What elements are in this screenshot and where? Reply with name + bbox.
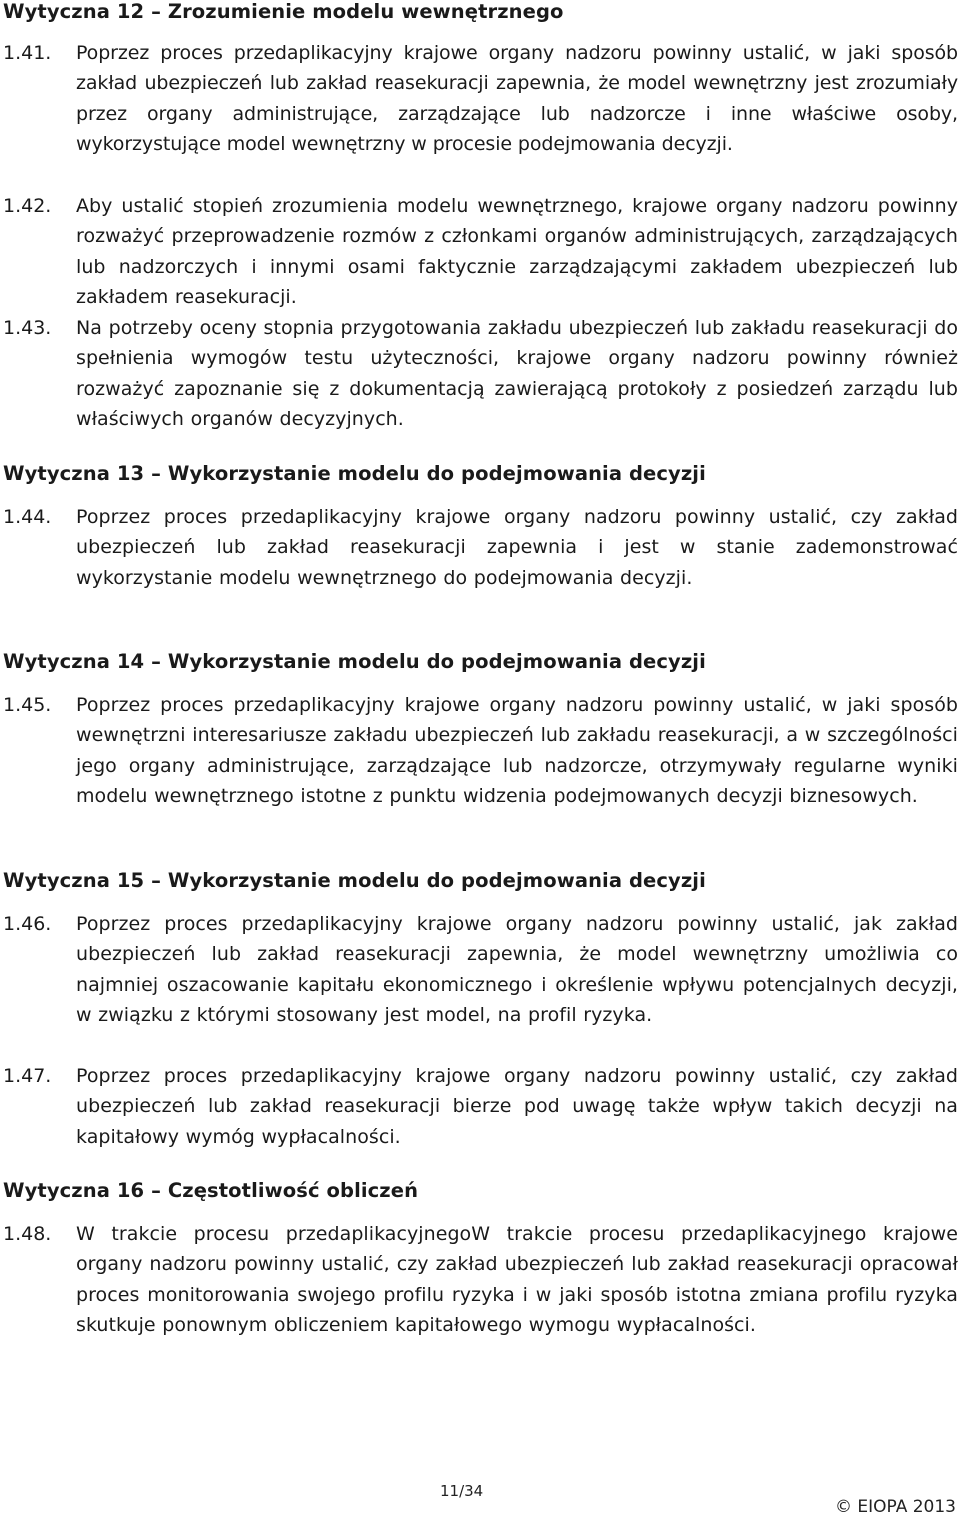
paragraph-number: 1.45.: [3, 694, 52, 716]
paragraph-text: Poprzez proces przedaplikacyjny krajowe organy nadzoru powinny ustalić, jak zakład ubezpieczeń lub zakład reasekuracji zapewnia, że model wewnętrzny umożliwia co najmniej oszacowanie kapitału ekonomicznego i określenie wpływu potencjalnych decyzji, w związku z którymi stosowany jest model, na profil ryzyka.: [76, 913, 958, 1027]
section-heading-12: Wytyczna 12 – Zrozumienie modelu wewnętrznego: [3, 0, 564, 23]
paragraph-number: 1.48.: [3, 1223, 52, 1245]
paragraph-number: 1.43.: [3, 317, 52, 339]
paragraph-text: Poprzez proces przedaplikacyjny krajowe organy nadzoru powinny ustalić, czy zakład ubezpieczeń lub zakład reasekuracji zapewnia i jest w stanie zademonstrować wykorzystanie modelu wewnętrznego do podejmowania decyzji.: [76, 506, 958, 589]
paragraph-1-43: [3, 313, 958, 435]
paragraph-1-42: [3, 191, 958, 313]
paragraph-1-45: [3, 690, 958, 812]
paragraph-1-46: [3, 909, 958, 1031]
paragraph-1-47: [3, 1061, 958, 1152]
paragraph-text: Poprzez proces przedaplikacyjny krajowe organy nadzoru powinny ustalić, w jaki sposób wewnętrzni interesariusze zakładu ubezpieczeń lub zakładu reasekuracji, a w szczególności jego organy administrujące, zarządzające lub nadzorcze, otrzymywały regularne wyniki modelu wewnętrznego istotne z punktu widzenia podejmowanych decyzji biznesowych.: [76, 694, 958, 808]
paragraph-number: 1.42.: [3, 195, 52, 217]
page-number: 11/34: [440, 1482, 484, 1500]
paragraph-text: Poprzez proces przedaplikacyjny krajowe organy nadzoru powinny ustalić, czy zakład ubezpieczeń lub zakład reasekuracji bierze pod uwagę także wpływ takich decyzji na kapitałowy wymóg wypłacalności.: [76, 1065, 958, 1148]
paragraph-number: 1.44.: [3, 506, 52, 528]
section-heading-14: Wytyczna 14 – Wykorzystanie modelu do podejmowania decyzji: [3, 650, 706, 673]
paragraph-text: Na potrzeby oceny stopnia przygotowania zakładu ubezpieczeń lub zakładu reasekuracji do spełnienia wymogów testu użyteczności, krajowe organy nadzoru powinny również rozważyć zapoznanie się z dokumentacją zawierającą protokoły z posiedzeń zarządu lub właściwych organów decyzyjnych.: [76, 317, 958, 431]
paragraph-number: 1.47.: [3, 1065, 52, 1087]
section-heading-16: Wytyczna 16 – Częstotliwość obliczeń: [3, 1179, 419, 1202]
section-heading-13: Wytyczna 13 – Wykorzystanie modelu do podejmowania decyzji: [3, 462, 706, 485]
paragraph-text: W trakcie procesu przedaplikacyjnegoW trakcie procesu przedaplikacyjnego krajowe organy nadzoru powinny ustalić, czy zakład ubezpieczeń lub zakład reasekuracji opracował proces monitorowania swojego profilu ryzyka i w jaki sposób istotna zmiana profilu ryzyka skutkuje ponownym obliczeniem kapitałowego wymogu wypłacalności.: [76, 1223, 958, 1337]
paragraph-1-48: [3, 1219, 958, 1341]
paragraph-number: 1.46.: [3, 913, 52, 935]
paragraph-1-44: [3, 502, 958, 593]
paragraph-1-41: [3, 38, 958, 160]
paragraph-text: Aby ustalić stopień zrozumienia modelu wewnętrznego, krajowe organy nadzoru powinny rozważyć przeprowadzenie rozmów z członkami organów administrujących, zarządzających lub nadzorczych i innymi osami faktycznie zarządzającymi zakładem ubezpieczeń lub zakładem reasekuracji.: [76, 195, 958, 309]
section-heading-15: Wytyczna 15 – Wykorzystanie modelu do podejmowania decyzji: [3, 869, 706, 892]
paragraph-text: Poprzez proces przedaplikacyjny krajowe organy nadzoru powinny ustalić, w jaki sposób zakład ubezpieczeń lub zakład reasekuracji zapewnia, że model wewnętrzny jest zrozumiały przez organy administrujące, zarządzające lub nadzorcze i inne właściwe osoby, wykorzystujące model wewnętrzny w procesie podejmowania decyzji.: [76, 42, 958, 156]
paragraph-number: 1.41.: [3, 42, 52, 64]
copyright-notice: © EIOPA 2013: [834, 1497, 956, 1517]
